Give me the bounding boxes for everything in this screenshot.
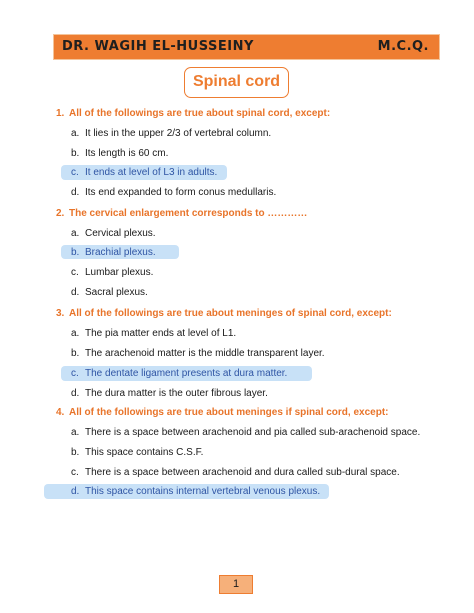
- q2-option-d: d. Sacral plexus.: [71, 287, 148, 298]
- question-1: 1. All of the followings are true about spinal cord, except:: [56, 108, 331, 119]
- page-title-box: [184, 67, 289, 98]
- q1-option-a: a. It lies in the upper 2/3 of vertebral column.: [71, 128, 272, 139]
- q4-option-d: d. This space contains internal vertebral venous plexus.: [71, 486, 321, 497]
- q3-option-b: b. The arachenoid matter is the middle transparent layer.: [71, 348, 325, 359]
- q3-option-a: a. The pia matter ends at level of L1.: [71, 328, 237, 339]
- q4-option-b: b. This space contains C.S.F.: [71, 447, 204, 458]
- page-title: Spinal cord: [192, 73, 281, 90]
- mcq-tag: M.C.Q.: [377, 39, 429, 54]
- q4-option-a: a. There is a space between arachenoid and pia called sub-arachenoid space.: [71, 427, 421, 438]
- q1-option-c: c. It ends at level of L3 in adults.: [71, 167, 218, 178]
- author-name: DR. WAGIH EL-HUSSEINY: [62, 39, 254, 54]
- q2-option-a: a. Cervical plexus.: [71, 228, 156, 239]
- q2-option-c: c. Lumbar plexus.: [71, 267, 154, 278]
- page-number: 1: [219, 575, 253, 594]
- q3-option-c: c. The dentate ligament presents at dura matter.: [71, 368, 288, 379]
- q3-option-d: d. The dura matter is the outer fibrous layer.: [71, 388, 268, 399]
- q1-option-b: b. Its length is 60 cm.: [71, 148, 169, 159]
- question-2: 2. The cervical enlargement corresponds to …………: [56, 208, 308, 219]
- q4-option-c: c. There is a space between arachenoid and dura called sub-dural space.: [71, 467, 400, 478]
- question-3: 3. All of the followings are true about meninges of spinal cord, except:: [56, 308, 392, 319]
- header-bar: [53, 34, 440, 60]
- q2-option-b: b. Brachial plexus.: [71, 247, 156, 258]
- q1-option-d: d. Its end expanded to form conus medullaris.: [71, 187, 277, 198]
- question-4: 4. All of the followings are true about meninges if spinal cord, except:: [56, 407, 389, 418]
